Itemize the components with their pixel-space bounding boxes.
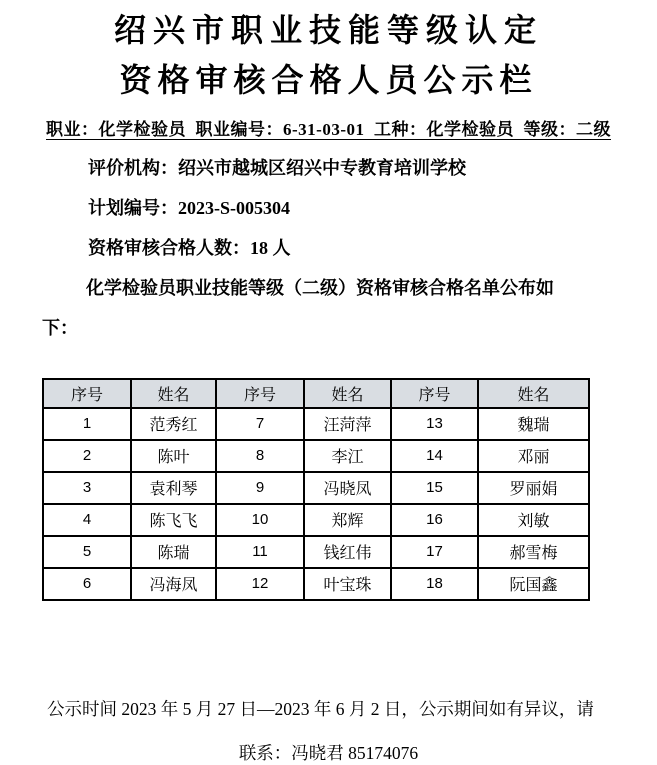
column-header: 姓名: [131, 379, 216, 408]
serial-cell: 11: [216, 536, 304, 568]
serial-cell: 9: [216, 472, 304, 504]
table-row: [43, 568, 589, 600]
table-row: [43, 504, 589, 536]
name-cell: 陈飞飞: [131, 504, 216, 536]
name-cell: 冯晓凤: [304, 472, 391, 504]
name-cell: 阮国鑫: [478, 568, 589, 600]
name-cell: 陈叶: [131, 440, 216, 472]
notice-period-line: 公示时间 2023 年 5 月 27 日—2023 年 6 月 2 日，公示期间如有异议，请: [47, 698, 594, 719]
name-cell: 冯海凤: [131, 568, 216, 600]
name-cell: 郝雪梅: [478, 536, 589, 568]
serial-cell: 12: [216, 568, 304, 600]
serial-cell: 13: [391, 408, 478, 440]
intro-line2: 下：: [42, 317, 78, 338]
name-cell: 范秀红: [131, 408, 216, 440]
serial-cell: 15: [391, 472, 478, 504]
column-header: 序号: [43, 379, 131, 408]
serial-cell: 6: [43, 568, 131, 600]
name-cell: 郑辉: [304, 504, 391, 536]
serial-cell: 8: [216, 440, 304, 472]
serial-cell: 14: [391, 440, 478, 472]
info-plan-number: 计划编号：2023-S-005304: [88, 197, 290, 218]
name-cell: 钱红伟: [304, 536, 391, 568]
column-header: 姓名: [478, 379, 589, 408]
column-header: 序号: [216, 379, 304, 408]
roster-table: [42, 378, 590, 601]
table-header-row: [43, 379, 589, 408]
serial-cell: 3: [43, 472, 131, 504]
name-cell: 罗丽娟: [478, 472, 589, 504]
serial-cell: 1: [43, 408, 131, 440]
name-cell: 汪菏萍: [304, 408, 391, 440]
serial-cell: 5: [43, 536, 131, 568]
intro-line1: 化学检验员职业技能等级（二级）资格审核合格名单公布如: [86, 277, 554, 298]
serial-cell: 16: [391, 504, 478, 536]
table-body: [43, 408, 589, 600]
name-cell: 陈瑞: [131, 536, 216, 568]
serial-cell: 7: [216, 408, 304, 440]
table-row: [43, 408, 589, 440]
info-agency: 评价机构：绍兴市越城区绍兴中专教育培训学校: [88, 157, 466, 178]
page-title-line2: 资格审核合格人员公示栏: [119, 61, 538, 98]
column-header: 序号: [391, 379, 478, 408]
name-cell: 袁利琴: [131, 472, 216, 504]
serial-cell: 2: [43, 440, 131, 472]
page-title-line1: 绍兴市职业技能等级认定: [113, 12, 543, 48]
column-header: 姓名: [304, 379, 391, 408]
name-cell: 刘敏: [478, 504, 589, 536]
name-cell: 邓丽: [478, 440, 589, 472]
table-row: [43, 536, 589, 568]
info-pass-count: 资格审核合格人数：18 人: [88, 237, 291, 258]
serial-cell: 17: [391, 536, 478, 568]
table-row: [43, 440, 589, 472]
name-cell: 李江: [304, 440, 391, 472]
name-cell: 魏瑞: [478, 408, 589, 440]
table-row: [43, 472, 589, 504]
contact-line: 联系：冯晓君 85174076: [238, 742, 419, 763]
serial-cell: 10: [216, 504, 304, 536]
name-cell: 叶宝珠: [304, 568, 391, 600]
serial-cell: 18: [391, 568, 478, 600]
serial-cell: 4: [43, 504, 131, 536]
occupation-meta-line: 职业：化学检验员 职业编号：6-31-03-01 工种：化学检验员 等级：二级: [46, 119, 611, 139]
